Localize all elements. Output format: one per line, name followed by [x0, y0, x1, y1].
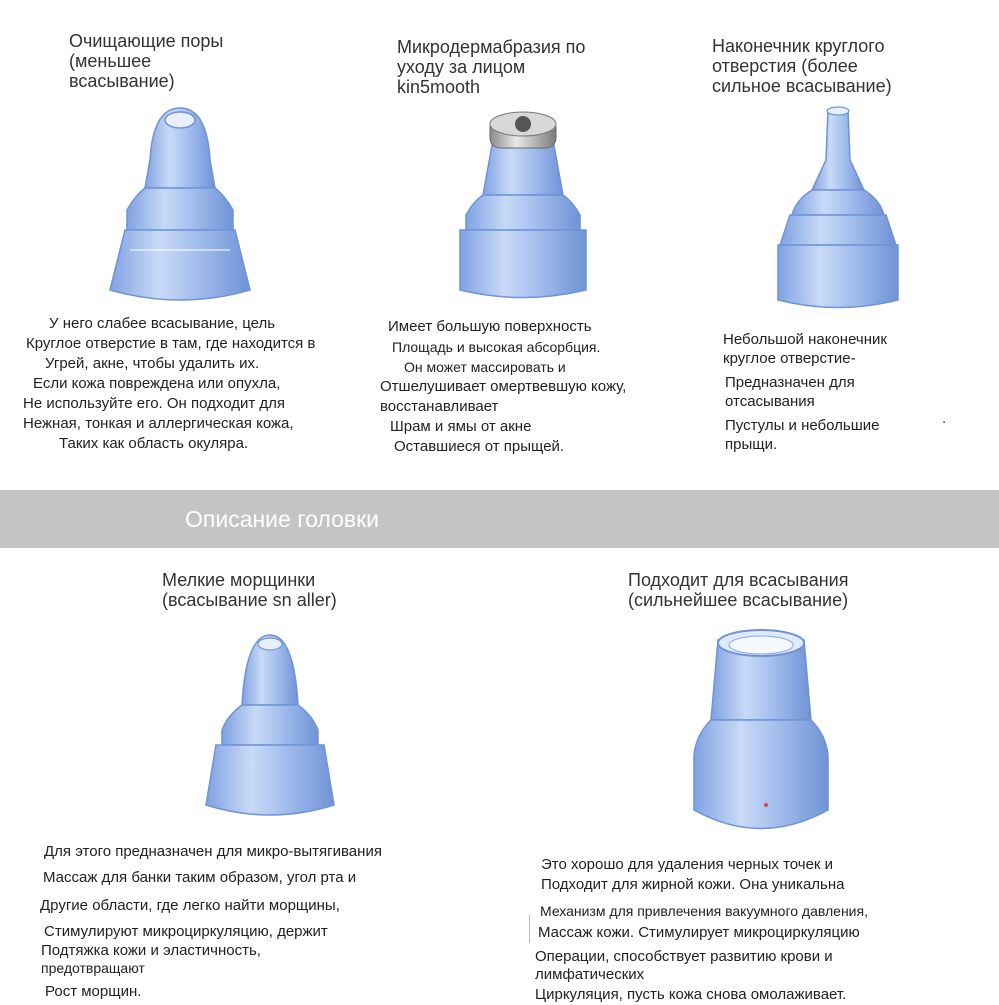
desc-line: Шрам и ямы от акне [390, 418, 532, 435]
desc-line: Это хорошо для удаления черных точек и [541, 856, 834, 873]
desc-line: Имеет большую поверхность [388, 318, 592, 335]
desc-line: Другие области, где легко найти морщины, [40, 897, 340, 914]
desc-line: Циркуляция, пусть кожа снова омолаживает. [535, 986, 847, 1003]
desc-line: Угрей, акне, чтобы удалить их. [45, 355, 260, 372]
desc-line: Подходит для жирной кожи. Она уникальна [541, 876, 845, 893]
desc-line: круглое отверстие- [723, 350, 856, 367]
pore-tip-description [23, 314, 315, 454]
desc-line: У него слабее всасывание, цель [49, 315, 276, 332]
desc-line: Если кожа повреждена или опухла, [33, 375, 281, 392]
round-hole-tip-description [723, 330, 887, 453]
banner-label: Описание головки [185, 506, 379, 532]
desc-line: Не используйте его. Он подходит для [23, 395, 286, 412]
desc-line: Массаж для банки таким образом, угол рта и [43, 869, 357, 886]
suction-tip-title: Подходит для всасывания (сильнейшее всасывание) [628, 570, 849, 610]
desc-line: Рост морщин. [45, 983, 142, 1000]
round-hole-tip-title: Наконечник круглого отверстия (более сильное всасывание) [712, 36, 892, 96]
desc-line: Круглое отверстие в там, где находится в [26, 335, 316, 352]
suction-tip-description [535, 855, 868, 1005]
wrinkles-tip-description [40, 842, 382, 1002]
desc-line: Стимулируют микроциркуляцию, держит [44, 923, 328, 940]
desc-line: прыщи. [725, 436, 778, 453]
desc-line: Массаж кожи. Стимулирует микроциркуляцию [538, 924, 860, 941]
desc-line: Механизм для привлечения вакуумного давления, [540, 903, 868, 919]
wrinkles-tip-title: Мелкие морщинки (всасывание sn aller) [162, 570, 337, 610]
desc-line: отсасывания [725, 393, 815, 410]
stray-dot: . [942, 410, 947, 427]
microdermabrasion-tip-title: Микродермабразия по уходу за лицом kin5mooth [397, 37, 586, 97]
desc-line: Операции, способствует развитию крови и [535, 948, 833, 965]
round-hole-tip-image [768, 100, 908, 320]
desc-line: Для этого предназначен для микро-вытягивания [44, 843, 382, 860]
desc-line: Оставшиеся от прыщей. [394, 438, 565, 455]
desc-line: Таких как область окуляра. [59, 435, 249, 452]
desc-line: Предназначен для [725, 374, 855, 391]
microdermabrasion-tip-image [448, 100, 598, 310]
strongest-suction-tip-image [686, 625, 836, 850]
desc-line: Он может массировать и [404, 359, 566, 375]
desc-line: Небольшой наконечник [723, 331, 887, 348]
desc-line: Нежная, тонкая и аллергическая кожа, [23, 415, 294, 432]
desc-line: лимфатических [535, 966, 645, 983]
fine-wrinkles-tip-image [200, 630, 340, 830]
desc-line: Пустулы и небольшие [725, 417, 880, 434]
pore-tip-title: Очищающие поры (меньшее всасывание) [69, 31, 224, 91]
desc-line: Площадь и высокая абсорбция. [392, 339, 601, 355]
desc-line: Подтяжка кожи и эластичность, [41, 942, 261, 959]
pore-cleaning-tip-image [105, 100, 255, 310]
microdermabrasion-tip-description [380, 317, 626, 457]
divider [529, 915, 530, 943]
section-banner [0, 490, 999, 548]
desc-line: Отшелушивает омертвевшую кожу, [380, 378, 627, 395]
desc-line: предотвращают [41, 960, 145, 976]
desc-line: восстанавливает [380, 398, 499, 415]
